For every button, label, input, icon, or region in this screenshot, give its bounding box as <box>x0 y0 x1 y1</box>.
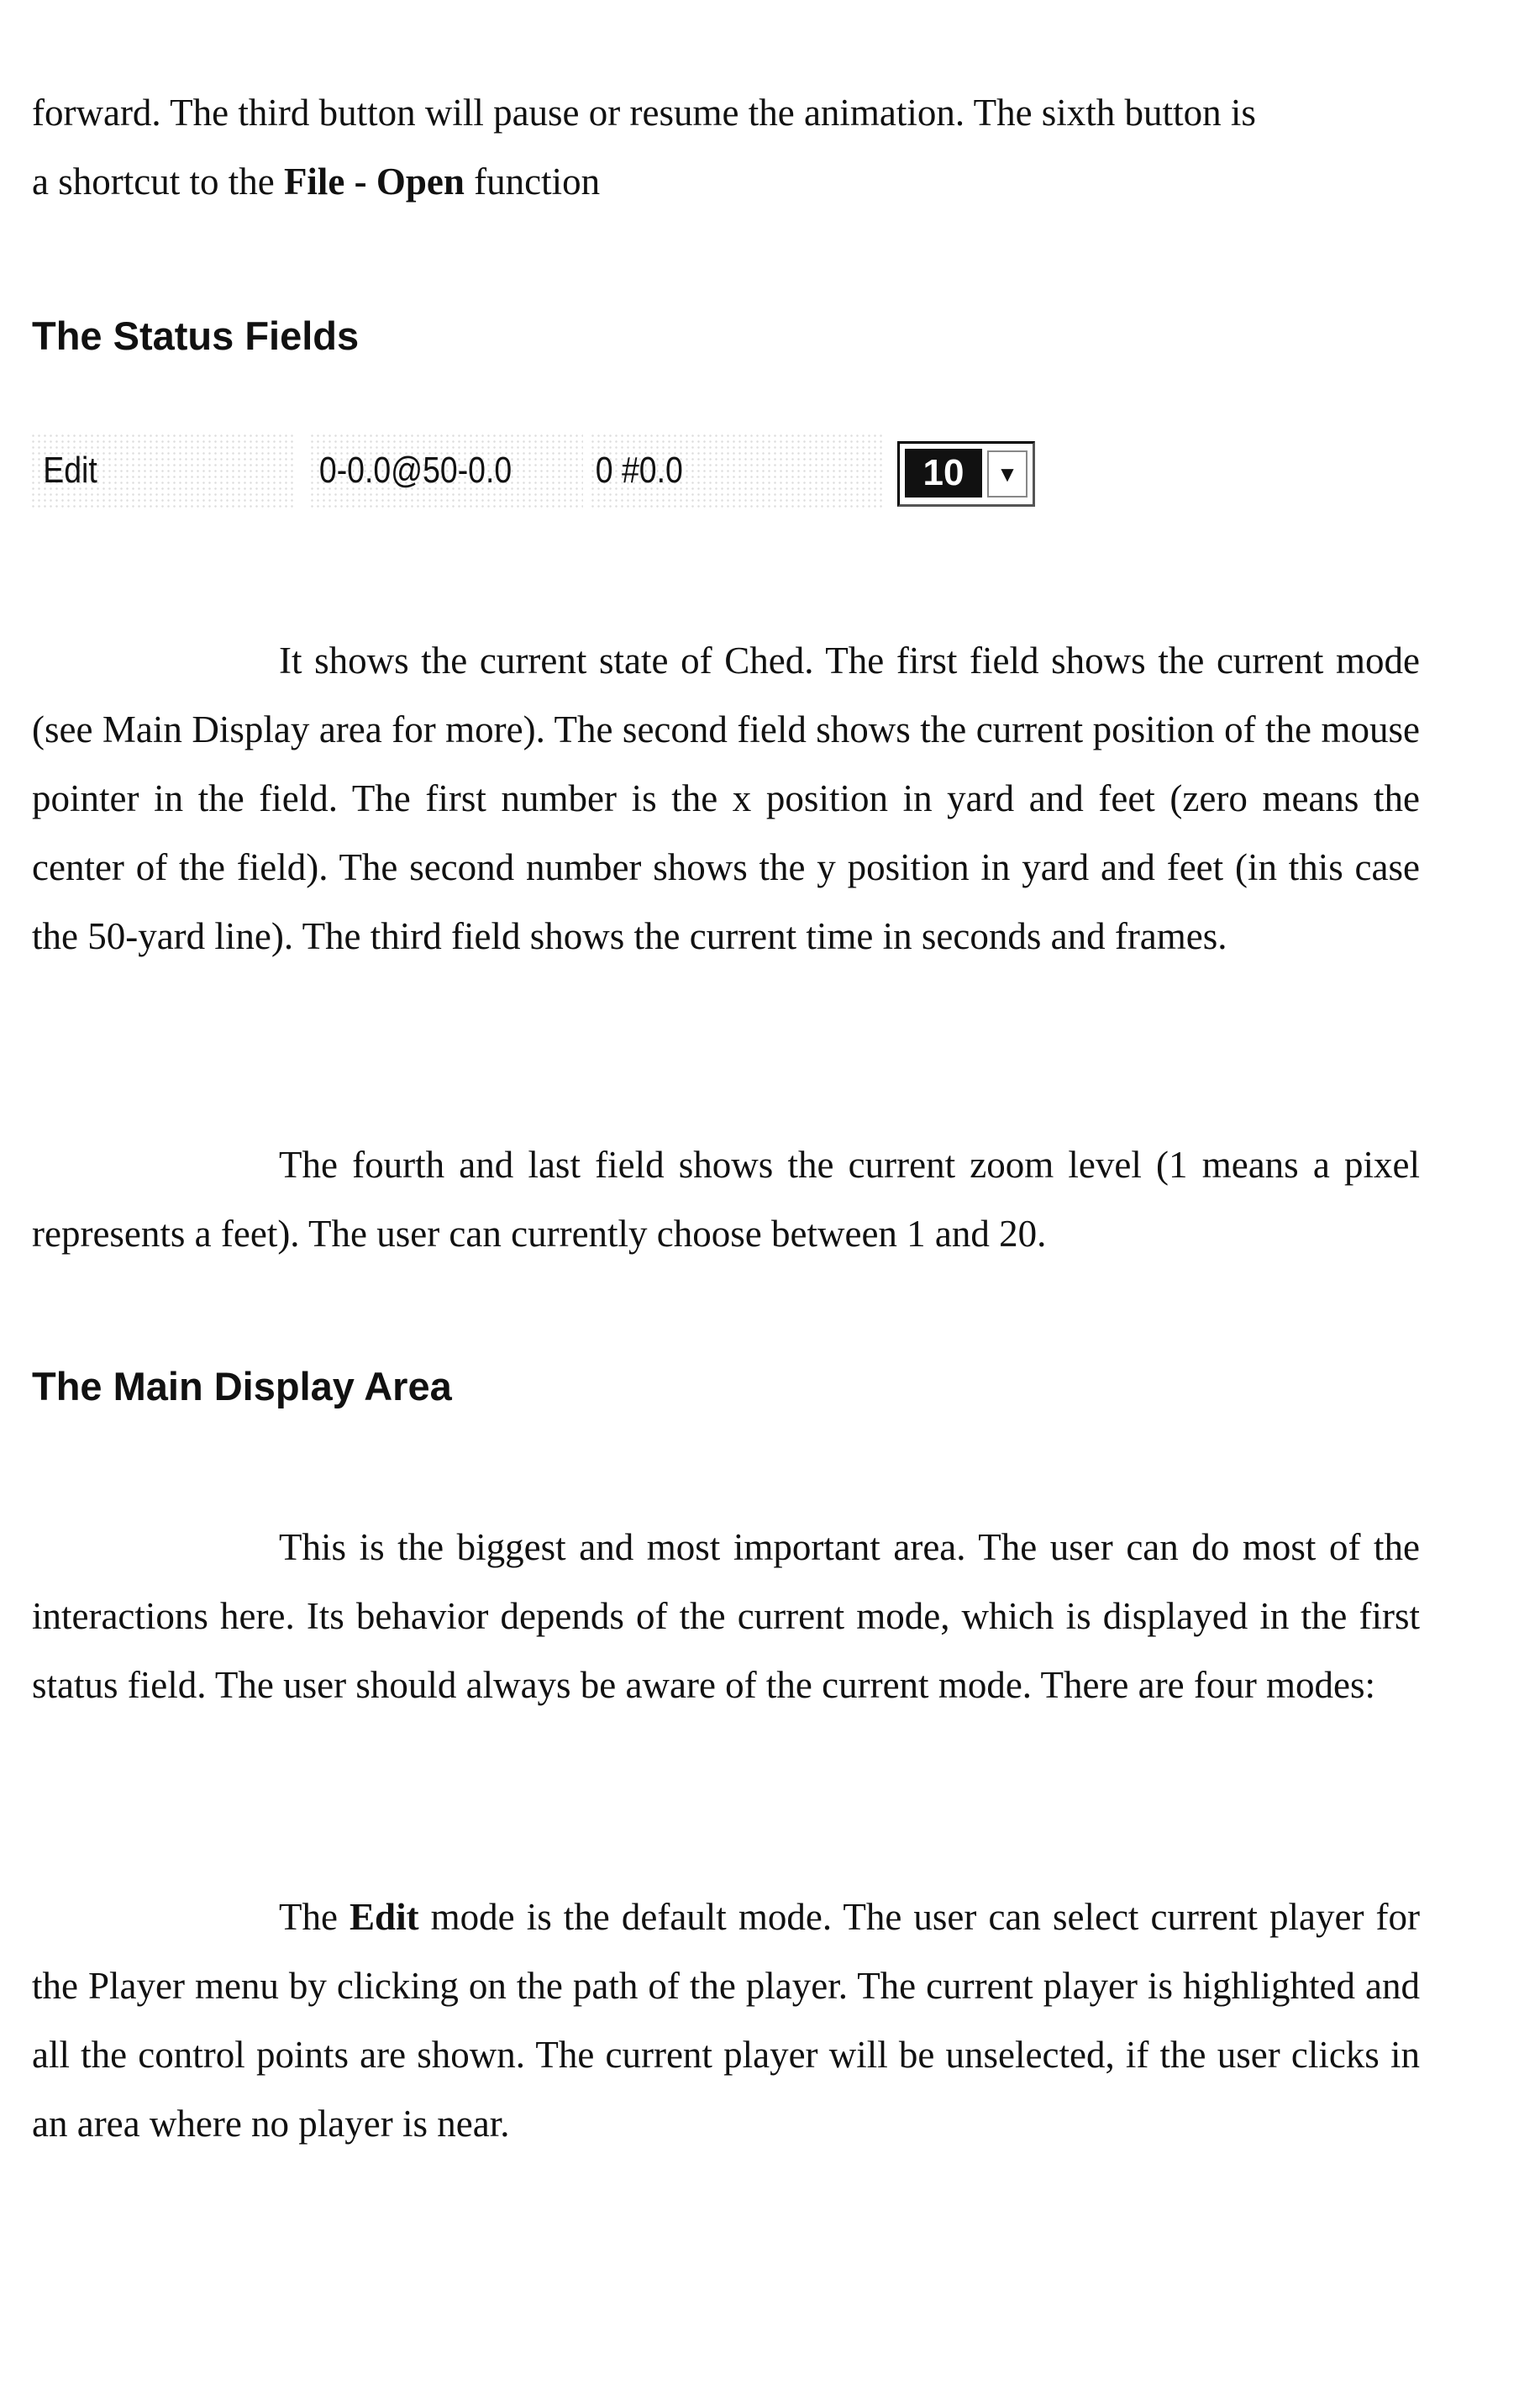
status-description: It shows the current state of Ched. The first field shows the current mode (see Main Display area for more). The second field shows the current position of the mouse pointer in the field. The first number is the x position in yard and feet (zero means the center of the field). The second number shows the y position in yard and feet (in this case the 50-yard line). The third field shows the current time in seconds and frames. <box>32 626 1420 971</box>
mode-value: Edit <box>30 433 97 508</box>
status-bar <box>30 433 1038 508</box>
zoom-value: 10 <box>905 449 982 498</box>
mode-field <box>30 433 296 508</box>
position-value: 0-0.0@50-0.0 <box>309 433 512 508</box>
edit-term: Edit <box>350 1896 419 1938</box>
intro-paragraph <box>32 78 1420 216</box>
edit-mode-description <box>32 1882 1420 2158</box>
position-field <box>309 433 583 508</box>
edit-text: mode is the default mode. The user can select current player for the Player menu by clicking on the path of the player. The current player is highlighted and all the control points are shown. The current player will be unselected, if the user clicks in an area where no player is near. <box>32 1896 1420 2145</box>
zoom-select[interactable] <box>897 441 1035 507</box>
intro-line: forward. The third button will pause or resume the animation. The sixth button is <box>32 92 1256 134</box>
main-display-heading: The Main Display Area <box>32 1363 452 1409</box>
status-fields-heading: The Status Fields <box>32 313 359 359</box>
intro-text: a shortcut to the <box>32 161 284 203</box>
intro-text: function <box>465 161 600 203</box>
edit-text: The <box>279 1896 350 1938</box>
time-value: 0 #0.0 <box>590 433 683 508</box>
main-display-description: This is the biggest and most important area. The user can do most of the interactions here. Its behavior depends of the current mode, which is displayed in the first status field. The user should always be aware of the current mode. There are four modes: <box>32 1513 1420 1719</box>
time-field <box>590 433 884 508</box>
file-open-term: File - Open <box>284 161 465 203</box>
zoom-description: The fourth and last field shows the current zoom level (1 means a pixel represents a feet). The user can currently choose between 1 and 20. <box>32 1130 1420 1268</box>
chevron-down-icon[interactable]: ▼ <box>987 450 1028 498</box>
